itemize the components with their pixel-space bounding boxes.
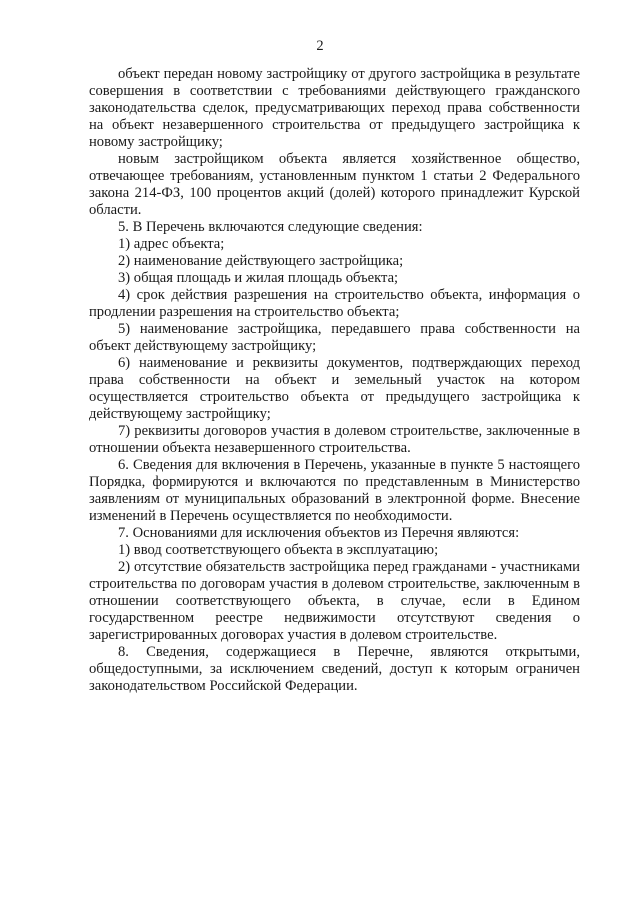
paragraph-5-heading: 5. В Перечень включаются следующие сведения: [118,219,423,235]
page-number: 2 [316,38,324,54]
list-item-address: 1) адрес объекта; [118,236,225,252]
list-item-ownership-documents: 6) наименование и реквизиты документов, подтверждающих переход права собственности на объект и земельный участок на котором осуществляется строительство объекта от предыдущего застройщика к действующему застройщику; [89,355,580,422]
paragraph-7-heading: 7. Основаниями для исключения объектов из Перечня являются: [118,525,520,541]
list-item-previous-developer: 5) наименование застройщика, передавшего права собственности на объект действующему застройщику; [89,321,580,354]
list-item-commissioning: 1) ввод соответствующего объекта в эксплуатацию; [118,542,439,558]
paragraph-8: 8. Сведения, содержащиеся в Перечне, являются открытыми, общедоступными, за исключением сведений, доступ к которым ограничен законодательством Российской Федерации. [89,644,580,694]
list-item-no-obligations: 2) отсутствие обязательств застройщика перед гражданами - участниками строительства по договорам участия в долевом строительстве, заключенным в отношении соответствующего объекта, в случае, если в Едином государственном реестре недвижимости отсутствуют сведения о зарегистрированных договорах участия в долевом строительстве. [89,559,580,643]
document-body [89,66,580,695]
list-item-contract-details: 7) реквизиты договоров участия в долевом строительстве, заключенные в отношении объекта незавершенного строительства. [89,423,580,456]
list-item-permit-term: 4) срок действия разрешения на строительство объекта, информация о продлении разрешения на строительство объекта; [89,287,580,320]
list-item-area: 3) общая площадь и жилая площадь объекта; [118,270,399,286]
list-item-developer-name: 2) наименование действующего застройщика; [118,253,404,269]
paragraph-6: 6. Сведения для включения в Перечень, указанные в пункте 5 настоящего Порядка, формируются и включаются по представленным в Министерство заявлениям от муниципальных образований в электронной форме. Внесение изменений в Перечень осуществляется по необходимости. [89,457,580,524]
paragraph-transfer-condition: объект передан новому застройщику от другого застройщика в результате совершения в соответствии с требованиями действующего гражданского законодательства сделок, предусматривающих переход права собственности на объект незавершенного строительства от предыдущего застройщика к новому застройщику; [89,66,580,150]
paragraph-new-developer-condition: новым застройщиком объекта является хозяйственное общество, отвечающее требованиям, установленным пунктом 1 статьи 2 Федерального закона 214-ФЗ, 100 процентов акций (долей) которого принадлежит Курской области. [89,151,580,218]
